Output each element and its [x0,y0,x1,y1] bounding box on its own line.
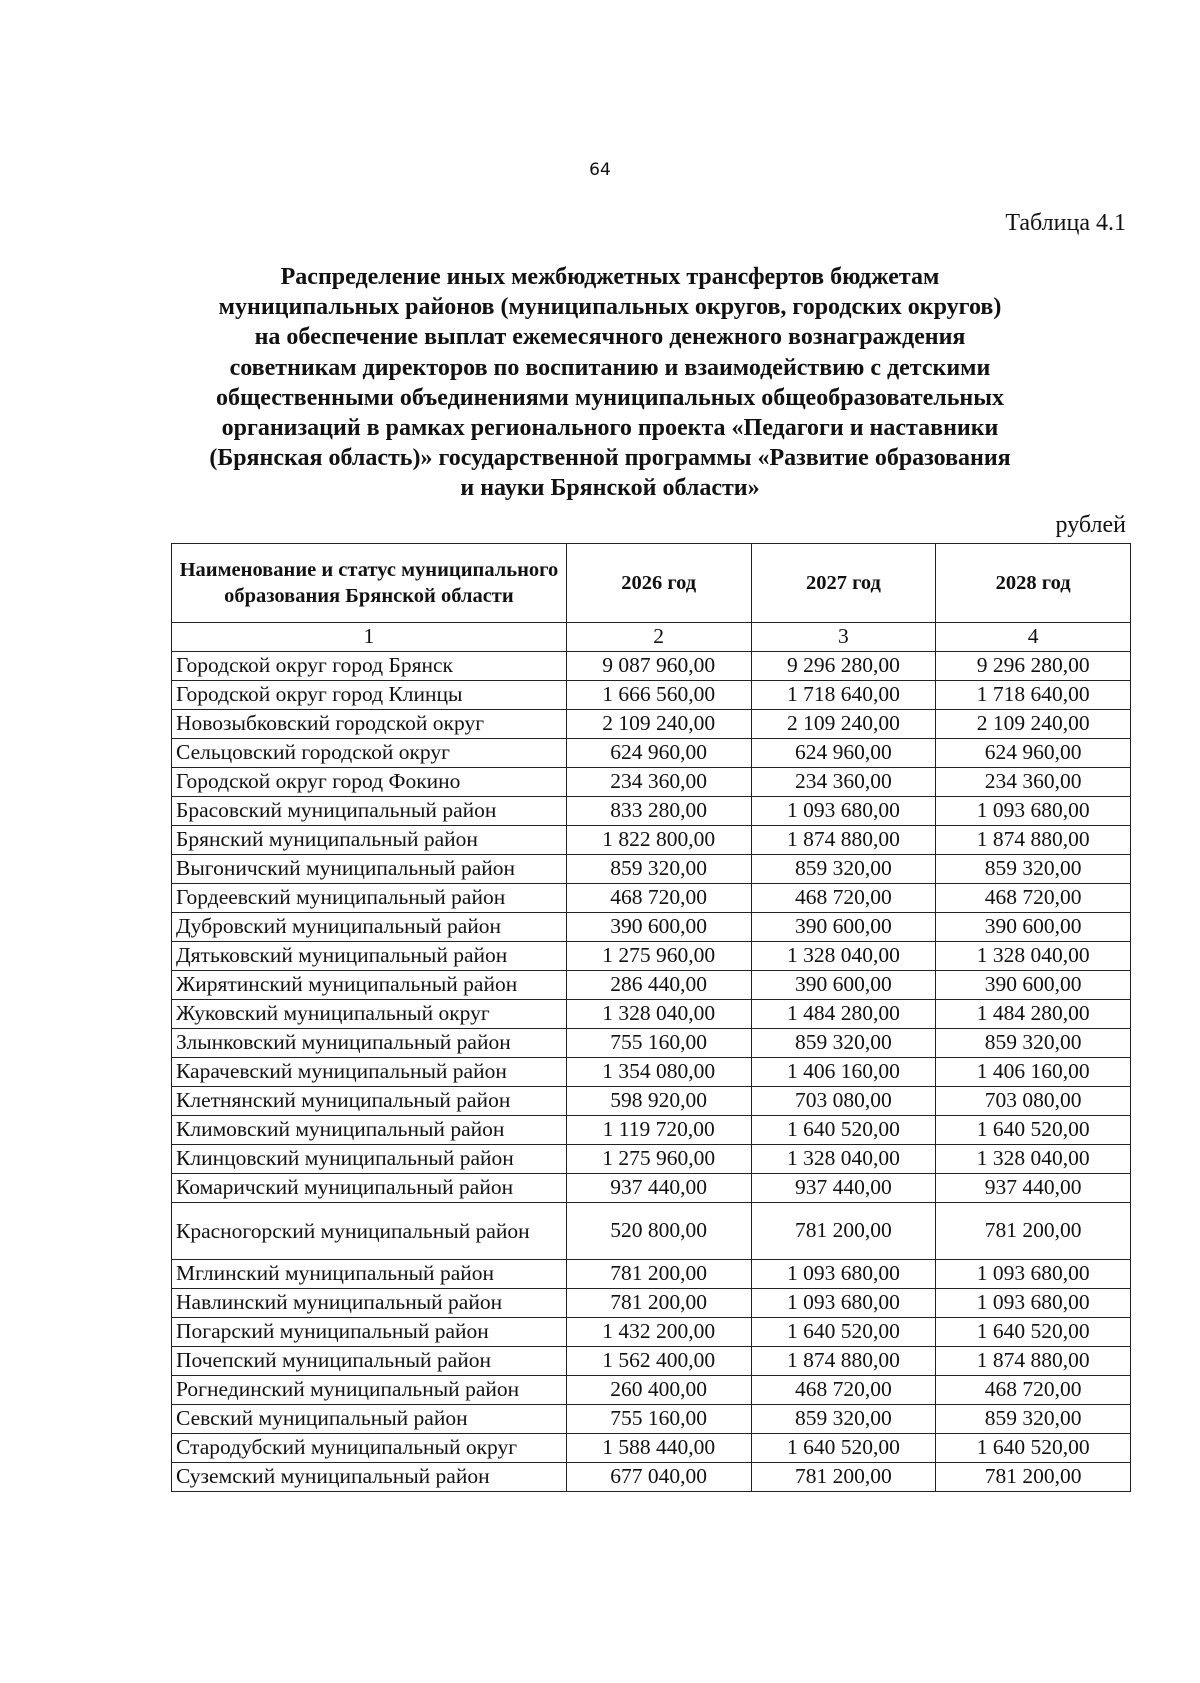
transfers-table [171,543,1131,1492]
municipality-name-cell: Жирятинский муниципальный район [172,971,567,1000]
amount-cell-2026: 260 400,00 [566,1376,751,1405]
amount-cell-2026: 677 040,00 [566,1463,751,1492]
amount-cell-2026: 1 588 440,00 [566,1434,751,1463]
amount-cell-2027: 390 600,00 [751,971,936,1000]
amount-cell-2028: 781 200,00 [936,1203,1131,1260]
amount-cell-2028: 703 080,00 [936,1087,1131,1116]
amount-cell-2026: 468 720,00 [566,884,751,913]
amount-cell-2028: 1 093 680,00 [936,1289,1131,1318]
table-row [172,739,1131,768]
amount-cell-2027: 9 296 280,00 [751,652,936,681]
amount-cell-2027: 1 406 160,00 [751,1058,936,1087]
table-row [172,826,1131,855]
title-line: муниципальных районов (муниципальных округов, городских округов) [218,294,1002,321]
amount-cell-2026: 598 920,00 [566,1087,751,1116]
amount-cell-2027: 703 080,00 [751,1087,936,1116]
table-row [172,913,1131,942]
amount-cell-2028: 1 328 040,00 [936,1145,1131,1174]
table-row [172,768,1131,797]
amount-cell-2028: 1 093 680,00 [936,1260,1131,1289]
amount-cell-2027: 1 640 520,00 [751,1116,936,1145]
municipality-name-cell: Сельцовский городской округ [172,739,567,768]
table-row [172,1434,1131,1463]
municipality-name-cell: Городской округ город Брянск [172,652,567,681]
municipality-name-cell: Новозыбковский городской округ [172,710,567,739]
municipality-name-cell: Стародубский муниципальный округ [172,1434,567,1463]
municipality-name-cell: Дятьковский муниципальный район [172,942,567,971]
amount-cell-2028: 9 296 280,00 [936,652,1131,681]
amount-cell-2027: 937 440,00 [751,1174,936,1203]
amount-cell-2026: 859 320,00 [566,855,751,884]
amount-cell-2027: 1 874 880,00 [751,1347,936,1376]
title-line: (Брянская область)» государственной программы «Развитие образования [209,445,1011,472]
amount-cell-2028: 1 640 520,00 [936,1318,1131,1347]
table-row [172,884,1131,913]
table-row [172,1000,1131,1029]
amount-cell-2026: 937 440,00 [566,1174,751,1203]
amount-cell-2027: 1 093 680,00 [751,1260,936,1289]
municipality-name-cell: Городской округ город Фокино [172,768,567,797]
header-municipality: Наименование и статус муниципального образования Брянской области [172,544,567,623]
amount-cell-2028: 390 600,00 [936,971,1131,1000]
column-number: 2 [566,623,751,652]
amount-cell-2028: 859 320,00 [936,855,1131,884]
table-row [172,710,1131,739]
amount-cell-2026: 755 160,00 [566,1029,751,1058]
amount-cell-2026: 234 360,00 [566,768,751,797]
table-row [172,1347,1131,1376]
amount-cell-2028: 1 718 640,00 [936,681,1131,710]
table-row [172,1260,1131,1289]
title-line: на обеспечение выплат ежемесячного денежного вознаграждения [254,324,966,351]
municipality-name-cell: Красногорский муниципальный район [172,1203,567,1260]
table-body [172,652,1131,1492]
amount-cell-2026: 1 562 400,00 [566,1347,751,1376]
table-row [172,1203,1131,1260]
table-label: Таблица 4.1 [1005,210,1126,236]
amount-cell-2027: 624 960,00 [751,739,936,768]
amount-cell-2028: 234 360,00 [936,768,1131,797]
table-row [172,1087,1131,1116]
amount-cell-2027: 468 720,00 [751,884,936,913]
amount-cell-2028: 1 093 680,00 [936,797,1131,826]
amount-cell-2027: 1 484 280,00 [751,1000,936,1029]
municipality-name-cell: Дубровский муниципальный район [172,913,567,942]
amount-cell-2026: 1 119 720,00 [566,1116,751,1145]
amount-cell-2027: 1 874 880,00 [751,826,936,855]
amount-cell-2026: 390 600,00 [566,913,751,942]
header-2026: 2026 год [566,544,751,623]
amount-cell-2027: 2 109 240,00 [751,710,936,739]
amount-cell-2027: 390 600,00 [751,913,936,942]
amount-cell-2027: 1 093 680,00 [751,1289,936,1318]
amount-cell-2027: 1 328 040,00 [751,1145,936,1174]
municipality-name-cell: Карачевский муниципальный район [172,1058,567,1087]
municipality-name-cell: Климовский муниципальный район [172,1116,567,1145]
header-2027: 2027 год [751,544,936,623]
amount-cell-2027: 468 720,00 [751,1376,936,1405]
municipality-name-cell: Мглинский муниципальный район [172,1260,567,1289]
amount-cell-2026: 9 087 960,00 [566,652,751,681]
municipality-name-cell: Погарский муниципальный район [172,1318,567,1347]
municipality-name-cell: Злынковский муниципальный район [172,1029,567,1058]
amount-cell-2027: 234 360,00 [751,768,936,797]
amount-cell-2027: 859 320,00 [751,1405,936,1434]
municipality-name-cell: Брасовский муниципальный район [172,797,567,826]
amount-cell-2028: 1 328 040,00 [936,942,1131,971]
column-number: 3 [751,623,936,652]
amount-cell-2026: 624 960,00 [566,739,751,768]
amount-cell-2028: 859 320,00 [936,1029,1131,1058]
amount-cell-2026: 2 109 240,00 [566,710,751,739]
municipality-name-cell: Клинцовский муниципальный район [172,1145,567,1174]
municipality-name-cell: Жуковский муниципальный округ [172,1000,567,1029]
municipality-name-cell: Рогнединский муниципальный район [172,1376,567,1405]
amount-cell-2026: 781 200,00 [566,1289,751,1318]
amount-cell-2027: 859 320,00 [751,1029,936,1058]
amount-cell-2028: 1 406 160,00 [936,1058,1131,1087]
amount-cell-2028: 390 600,00 [936,913,1131,942]
amount-cell-2028: 1 640 520,00 [936,1116,1131,1145]
amount-cell-2027: 1 718 640,00 [751,681,936,710]
amount-cell-2026: 286 440,00 [566,971,751,1000]
amount-cell-2026: 1 354 080,00 [566,1058,751,1087]
amount-cell-2027: 1 640 520,00 [751,1318,936,1347]
units-label: рублей [1055,512,1126,538]
amount-cell-2028: 1 874 880,00 [936,1347,1131,1376]
municipality-name-cell: Севский муниципальный район [172,1405,567,1434]
table-row [172,1318,1131,1347]
amount-cell-2028: 624 960,00 [936,739,1131,768]
table-row [172,1116,1131,1145]
amount-cell-2027: 781 200,00 [751,1463,936,1492]
municipality-name-cell: Выгоничский муниципальный район [172,855,567,884]
table-row [172,681,1131,710]
amount-cell-2028: 468 720,00 [936,884,1131,913]
amount-cell-2026: 755 160,00 [566,1405,751,1434]
municipality-name-cell: Городской округ город Клинцы [172,681,567,710]
title-line: общественными объединениями муниципальных общеобразовательных [216,384,1004,411]
table-row [172,942,1131,971]
amount-cell-2026: 781 200,00 [566,1260,751,1289]
table-row [172,1174,1131,1203]
amount-cell-2028: 2 109 240,00 [936,710,1131,739]
amount-cell-2027: 1 328 040,00 [751,942,936,971]
column-number: 1 [172,623,567,652]
title-line: и науки Брянской области» [460,475,760,502]
amount-cell-2026: 833 280,00 [566,797,751,826]
table-row [172,1376,1131,1405]
amount-cell-2026: 1 822 800,00 [566,826,751,855]
amount-cell-2028: 1 484 280,00 [936,1000,1131,1029]
amount-cell-2026: 1 432 200,00 [566,1318,751,1347]
amount-cell-2027: 1 640 520,00 [751,1434,936,1463]
column-number: 4 [936,623,1131,652]
municipality-name-cell: Суземский муниципальный район [172,1463,567,1492]
table-row [172,797,1131,826]
table-row [172,1058,1131,1087]
table-row [172,855,1131,884]
amount-cell-2028: 1 874 880,00 [936,826,1131,855]
amount-cell-2028: 781 200,00 [936,1463,1131,1492]
column-number-row [172,623,1131,652]
amount-cell-2026: 1 328 040,00 [566,1000,751,1029]
amount-cell-2026: 1 275 960,00 [566,942,751,971]
title-line: советникам директоров по воспитанию и взаимодействию с детскими [229,354,991,381]
title-line: Распределение иных межбюджетных трансфертов бюджетам [280,264,940,290]
table-row [172,1405,1131,1434]
municipality-name-cell: Брянский муниципальный район [172,826,567,855]
amount-cell-2028: 1 640 520,00 [936,1434,1131,1463]
table-header-row [172,544,1131,623]
table-row [172,1289,1131,1318]
table-row [172,971,1131,1000]
amount-cell-2027: 1 093 680,00 [751,797,936,826]
amount-cell-2026: 1 666 560,00 [566,681,751,710]
amount-cell-2026: 1 275 960,00 [566,1145,751,1174]
amount-cell-2028: 937 440,00 [936,1174,1131,1203]
table-row [172,652,1131,681]
municipality-name-cell: Навлинский муниципальный район [172,1289,567,1318]
amount-cell-2028: 468 720,00 [936,1376,1131,1405]
municipality-name-cell: Гордеевский муниципальный район [172,884,567,913]
table-row [172,1463,1131,1492]
amount-cell-2027: 781 200,00 [751,1203,936,1260]
table-row [172,1145,1131,1174]
municipality-name-cell: Клетнянский муниципальный район [172,1087,567,1116]
title-line: организаций в рамках регионального проекта «Педагоги и наставники [221,415,999,442]
document-title [170,262,1050,504]
header-2028: 2028 год [936,544,1131,623]
amount-cell-2028: 859 320,00 [936,1405,1131,1434]
amount-cell-2026: 520 800,00 [566,1203,751,1260]
amount-cell-2027: 859 320,00 [751,855,936,884]
table-row [172,1029,1131,1058]
municipality-name-cell: Комаричский муниципальный район [172,1174,567,1203]
municipality-name-cell: Почепский муниципальный район [172,1347,567,1376]
page-number: 64 [589,160,611,180]
